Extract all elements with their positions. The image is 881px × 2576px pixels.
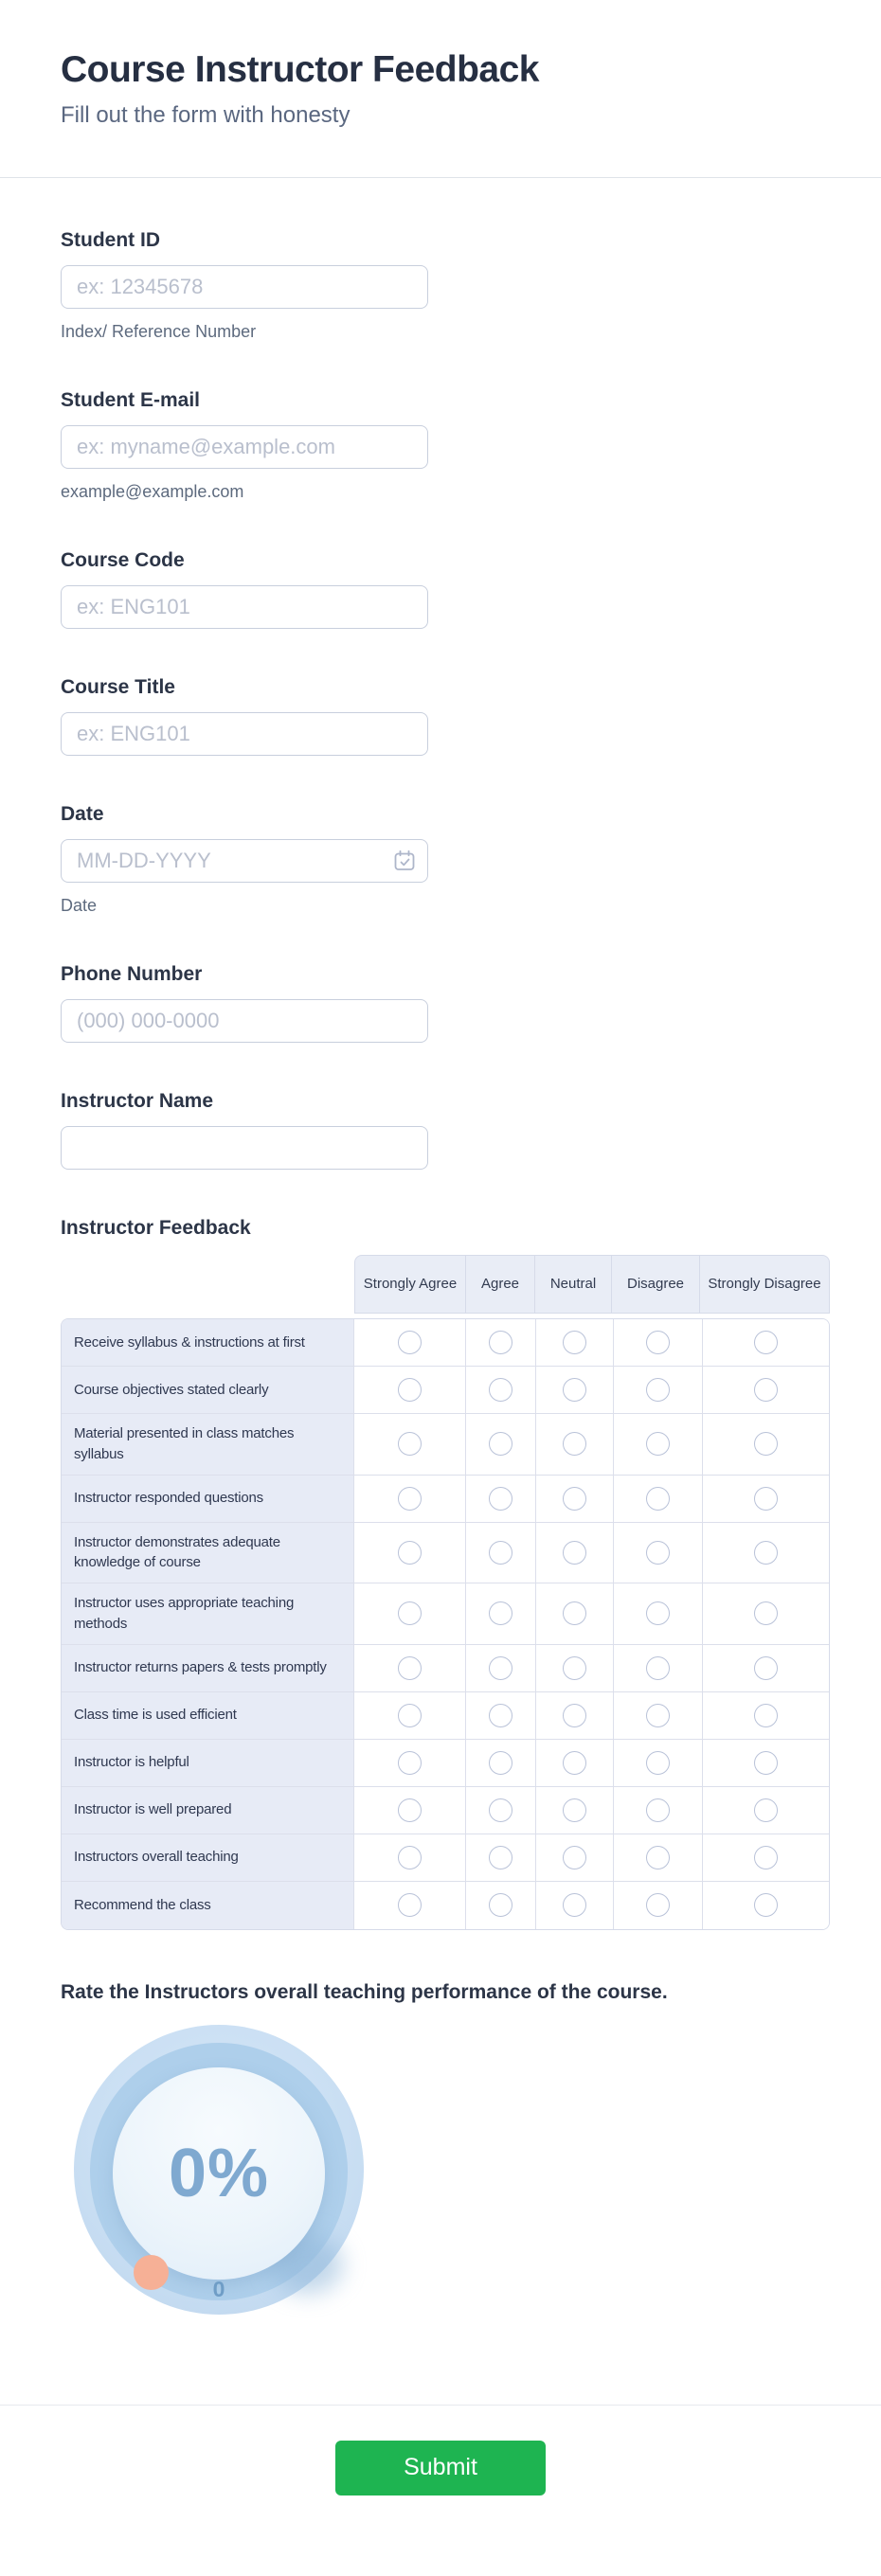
matrix-radio-8-0[interactable] [398, 1751, 422, 1775]
matrix-cell [354, 1414, 466, 1476]
field-instructor-name [61, 1090, 828, 1170]
matrix-cell [536, 1740, 614, 1787]
matrix-cell [354, 1834, 466, 1882]
matrix-radio-2-4[interactable] [754, 1432, 778, 1456]
matrix-cell [703, 1583, 829, 1645]
calendar-check-icon[interactable] [392, 849, 417, 873]
matrix-radio-2-1[interactable] [489, 1432, 512, 1456]
matrix-radio-5-1[interactable] [489, 1601, 512, 1625]
matrix-cell [354, 1523, 466, 1584]
field-date [61, 803, 828, 916]
matrix-radio-8-4[interactable] [754, 1751, 778, 1775]
dial-tick-label: 0 [212, 2276, 225, 2301]
matrix-cell [703, 1476, 829, 1523]
submit-button[interactable]: Submit [335, 2441, 546, 2496]
field-phone-number [61, 963, 828, 1043]
matrix-column-header: Agree [466, 1256, 535, 1313]
matrix-radio-7-2[interactable] [563, 1704, 586, 1727]
matrix-cell [614, 1319, 703, 1367]
matrix-radio-0-0[interactable] [398, 1331, 422, 1354]
course-title-label: Course Title [61, 676, 175, 698]
matrix-cell [703, 1367, 829, 1414]
matrix-cell [614, 1645, 703, 1692]
matrix-cell [614, 1583, 703, 1645]
matrix-row-label: Instructor is well prepared [62, 1787, 354, 1834]
field-student-id [61, 229, 828, 342]
matrix-radio-11-1[interactable] [489, 1893, 512, 1917]
student-email-sublabel: example@example.com [61, 482, 244, 501]
matrix-radio-0-3[interactable] [646, 1331, 670, 1354]
student-email-label: Student E-mail [61, 389, 201, 411]
matrix-cell [466, 1882, 536, 1929]
matrix-cell [536, 1787, 614, 1834]
matrix-cell [354, 1319, 466, 1367]
student-email-input[interactable] [61, 425, 428, 469]
phone-number-label: Phone Number [61, 963, 203, 985]
dial-face [113, 2067, 325, 2280]
matrix-radio-5-3[interactable] [646, 1601, 670, 1625]
matrix-cell [536, 1476, 614, 1523]
matrix-cell [466, 1645, 536, 1692]
matrix-row-label: Instructors overall teaching [62, 1834, 354, 1882]
matrix-row-label: Instructor demonstrates adequate knowledge of course [62, 1523, 354, 1584]
matrix-cell [536, 1414, 614, 1476]
dial-value: 0% [168, 2135, 270, 2211]
matrix-cell [536, 1583, 614, 1645]
matrix-radio-7-3[interactable] [646, 1704, 670, 1727]
matrix-radio-5-2[interactable] [563, 1601, 586, 1625]
date-input[interactable] [61, 839, 428, 883]
matrix-radio-2-3[interactable] [646, 1432, 670, 1456]
matrix-cell [466, 1740, 536, 1787]
matrix-radio-6-4[interactable] [754, 1656, 778, 1680]
matrix-radio-4-0[interactable] [398, 1541, 422, 1565]
matrix-cell [703, 1834, 829, 1882]
matrix-radio-9-2[interactable] [563, 1798, 586, 1822]
matrix-radio-11-0[interactable] [398, 1893, 422, 1917]
matrix-radio-4-4[interactable] [754, 1541, 778, 1565]
matrix-column-header: Neutral [535, 1256, 612, 1313]
student-id-sublabel: Index/ Reference Number [61, 322, 257, 341]
field-course-code [61, 549, 828, 629]
matrix-cell [703, 1523, 829, 1584]
matrix-row-label: Material presented in class matches syllabus [62, 1414, 354, 1476]
field-course-title [61, 676, 828, 756]
matrix-cell [703, 1882, 829, 1929]
footer-divider [0, 2405, 881, 2406]
matrix-cell [466, 1692, 536, 1740]
matrix-cell [703, 1692, 829, 1740]
matrix-radio-0-4[interactable] [754, 1331, 778, 1354]
matrix-radio-4-1[interactable] [489, 1541, 512, 1565]
matrix-radio-8-3[interactable] [646, 1751, 670, 1775]
matrix-cell [354, 1583, 466, 1645]
matrix-radio-0-1[interactable] [489, 1331, 512, 1354]
matrix-radio-6-1[interactable] [489, 1656, 512, 1680]
matrix-row-label: Course objectives stated clearly [62, 1367, 354, 1414]
matrix-column-header: Strongly Disagree [708, 1275, 821, 1292]
matrix-cell [614, 1367, 703, 1414]
matrix-radio-6-3[interactable] [646, 1656, 670, 1680]
course-title-input[interactable] [61, 712, 428, 756]
matrix-cell [614, 1882, 703, 1929]
matrix-radio-11-4[interactable] [754, 1893, 778, 1917]
matrix-radio-0-2[interactable] [563, 1331, 586, 1354]
matrix-radio-2-0[interactable] [398, 1432, 422, 1456]
matrix-radio-9-1[interactable] [489, 1798, 512, 1822]
dial-question: Rate the Instructors overall teaching performance of the course. [61, 1980, 668, 2003]
matrix-cell [614, 1740, 703, 1787]
matrix-row-label: Recommend the class [62, 1882, 354, 1929]
matrix-row-label: Instructor responded questions [62, 1476, 354, 1523]
course-code-label: Course Code [61, 549, 185, 571]
matrix-cell [703, 1740, 829, 1787]
matrix-radio-10-3[interactable] [646, 1846, 670, 1869]
instructor-name-input[interactable] [61, 1126, 428, 1170]
matrix-radio-10-4[interactable] [754, 1846, 778, 1869]
matrix-column-header: Strongly Agree [355, 1256, 466, 1313]
form-body [0, 178, 881, 2315]
matrix-radio-7-1[interactable] [489, 1704, 512, 1727]
date-label: Date [61, 803, 104, 825]
matrix-radio-2-2[interactable] [563, 1432, 586, 1456]
matrix-cell [466, 1787, 536, 1834]
matrix-row-label: Receive syllabus & instructions at first [62, 1319, 354, 1367]
matrix-title: Instructor Feedback [61, 1217, 251, 1239]
matrix-cell [354, 1692, 466, 1740]
matrix-header-row [354, 1255, 830, 1314]
matrix-radio-4-3[interactable] [646, 1541, 670, 1565]
matrix-cell [354, 1740, 466, 1787]
matrix-cell [354, 1645, 466, 1692]
matrix-cell [614, 1523, 703, 1584]
matrix-radio-7-0[interactable] [398, 1704, 422, 1727]
matrix-radio-1-4[interactable] [754, 1378, 778, 1402]
matrix-cell [536, 1834, 614, 1882]
matrix-cell [354, 1882, 466, 1929]
course-code-input[interactable] [61, 585, 428, 629]
matrix-row-label: Instructor returns papers & tests promptly [62, 1645, 354, 1692]
matrix-radio-5-0[interactable] [398, 1601, 422, 1625]
matrix-row-label: Instructor is helpful [62, 1740, 354, 1787]
student-id-input[interactable] [61, 265, 428, 309]
matrix-cell [354, 1367, 466, 1414]
matrix-column-header: Disagree [612, 1256, 700, 1313]
matrix-radio-5-4[interactable] [754, 1601, 778, 1625]
matrix-cell [536, 1319, 614, 1367]
matrix-row-label: Instructor uses appropriate teaching methods [62, 1583, 354, 1645]
matrix-cell [703, 1319, 829, 1367]
matrix-cell [466, 1583, 536, 1645]
matrix-cell [354, 1787, 466, 1834]
matrix-cell [614, 1834, 703, 1882]
matrix-radio-1-0[interactable] [398, 1378, 422, 1402]
matrix-radio-3-3[interactable] [646, 1487, 670, 1511]
form-header [0, 0, 881, 178]
matrix-radio-1-2[interactable] [563, 1378, 586, 1402]
matrix-cell [536, 1645, 614, 1692]
student-id-label: Student ID [61, 229, 160, 251]
matrix-cell [536, 1523, 614, 1584]
matrix-cell [703, 1645, 829, 1692]
matrix-cell [466, 1414, 536, 1476]
matrix-radio-11-3[interactable] [646, 1893, 670, 1917]
instructor-feedback-matrix [61, 1217, 828, 1930]
matrix-cell [703, 1787, 829, 1834]
matrix-radio-1-3[interactable] [646, 1378, 670, 1402]
date-sublabel: Date [61, 896, 98, 915]
matrix-cell [466, 1834, 536, 1882]
matrix-cell [466, 1367, 536, 1414]
matrix-radio-10-1[interactable] [489, 1846, 512, 1869]
rating-dial[interactable] [74, 2025, 364, 2315]
matrix-radio-8-2[interactable] [563, 1751, 586, 1775]
matrix-cell [536, 1692, 614, 1740]
matrix-radio-3-0[interactable] [398, 1487, 422, 1511]
matrix-body [61, 1318, 830, 1930]
matrix-cell [466, 1319, 536, 1367]
page-title: Course Instructor Feedback [61, 49, 539, 90]
matrix-row-label: Class time is used efficient [62, 1692, 354, 1740]
matrix-radio-10-2[interactable] [563, 1846, 586, 1869]
matrix-cell [354, 1476, 466, 1523]
matrix-radio-9-0[interactable] [398, 1798, 422, 1822]
matrix-radio-11-2[interactable] [563, 1893, 586, 1917]
field-student-email [61, 389, 828, 502]
matrix-cell [466, 1476, 536, 1523]
matrix-cell [703, 1414, 829, 1476]
matrix-radio-3-4[interactable] [754, 1487, 778, 1511]
matrix-radio-9-4[interactable] [754, 1798, 778, 1822]
matrix-cell [614, 1787, 703, 1834]
matrix-radio-1-1[interactable] [489, 1378, 512, 1402]
matrix-radio-3-2[interactable] [563, 1487, 586, 1511]
matrix-radio-8-1[interactable] [489, 1751, 512, 1775]
matrix-cell [614, 1476, 703, 1523]
matrix-radio-6-2[interactable] [563, 1656, 586, 1680]
matrix-cell [614, 1692, 703, 1740]
matrix-cell [536, 1367, 614, 1414]
matrix-cell [536, 1882, 614, 1929]
instructor-name-label: Instructor Name [61, 1090, 214, 1112]
matrix-cell [614, 1414, 703, 1476]
matrix-radio-4-2[interactable] [563, 1541, 586, 1565]
matrix-radio-7-4[interactable] [754, 1704, 778, 1727]
phone-number-input[interactable] [61, 999, 428, 1043]
matrix-radio-9-3[interactable] [646, 1798, 670, 1822]
matrix-cell [466, 1523, 536, 1584]
matrix-radio-6-0[interactable] [398, 1656, 422, 1680]
matrix-radio-10-0[interactable] [398, 1846, 422, 1869]
matrix-radio-3-1[interactable] [489, 1487, 512, 1511]
page-subtitle: Fill out the form with honesty [61, 102, 351, 128]
